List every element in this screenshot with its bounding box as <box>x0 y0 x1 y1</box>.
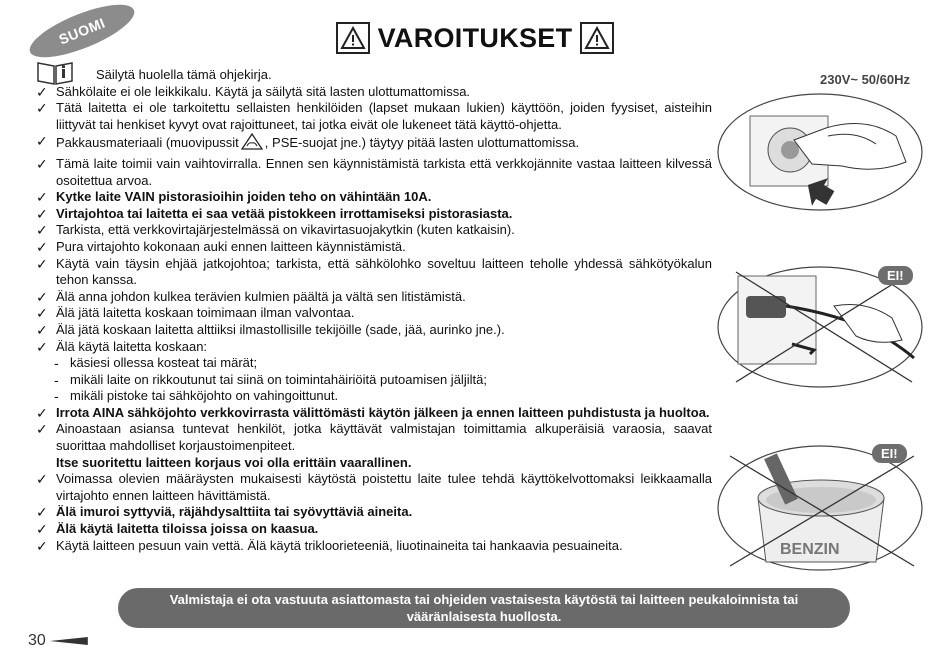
warning-item <box>36 67 712 84</box>
warning-item <box>36 84 712 101</box>
checkmark-icon: ✓ <box>36 305 48 322</box>
warning-item-text: Älä jätä laitetta koskaan toimimaan ilman valvontaa. <box>56 305 355 321</box>
warning-item <box>36 289 712 306</box>
dash-marker: - <box>54 355 59 372</box>
warning-item <box>36 538 712 555</box>
page-title-row <box>0 20 950 56</box>
warning-item-text: Tämä laite toimii vain vaihtovirralla. Ennen sen käynnistämistä tarkista että verkkojännite vastaa laitteen kilvessä osoitettua arvoa. <box>56 155 712 188</box>
checkmark-icon: ✓ <box>36 222 48 239</box>
checkmark-icon: ✓ <box>36 100 48 117</box>
warning-item <box>36 405 712 422</box>
checkmark-icon <box>36 67 96 84</box>
forbidden-tag: EI! <box>872 444 907 463</box>
warning-item-text: Kytke laite VAIN pistorasioihin joiden teho on vähintään 10A. <box>56 189 432 205</box>
warning-item-text: käsiesi ollessa kosteat tai märät; <box>70 355 258 371</box>
warning-item <box>36 421 712 454</box>
checkmark-icon: ✓ <box>36 521 48 538</box>
warning-item-text: Tarkista, että verkkovirtajärjestelmässä on vikavirtasuojakytkin (kuten katkaisin). <box>56 222 515 238</box>
warning-item-text: mikäli laite on rikkoutunut tai siinä on toimintahäiriöitä putoamisen jäljiltä; <box>70 371 487 387</box>
liability-note-text: Valmistaja ei ota vastuuta asiattomasta tai ohjeiden vastaisesta käytöstä tai laitteen peukaloinnista tai vääränlaisesta huollosta. <box>169 592 799 624</box>
warning-item-text: Ainoastaan asiansa tuntevat henkilöt, jotka käyttävät valmistajan toimittamia alkuperäisiä varaosia, saavat suorittaa mahdolliset korjaustoimenpiteet. <box>56 421 712 454</box>
checkmark-icon: ✓ <box>36 421 48 438</box>
checkmark-icon: ✓ <box>36 537 48 554</box>
warning-item <box>36 339 712 356</box>
warning-item <box>36 222 712 239</box>
warning-item <box>36 100 712 133</box>
warning-item-text: mikäli pistoke tai sähköjohto on vahingoittunut. <box>70 388 339 404</box>
warning-item-text: Käytä vain täysin ehjää jatkojohtoa; tarkista, että sähkölohko soveltuu laitteen teholle yhdessä sähkötyökalun tehon kanssa. <box>56 255 712 288</box>
checkmark-icon: ✓ <box>36 338 48 355</box>
plastic-bag-icon <box>241 133 263 156</box>
warning-item <box>36 256 712 289</box>
warning-item <box>36 206 712 223</box>
warning-list <box>36 67 712 554</box>
warning-item-text: Itse suoritettu laitteen korjaus voi olla erittäin vaarallinen. <box>56 454 412 470</box>
dash-marker: - <box>54 371 59 388</box>
warning-item-text: Irrota AINA sähköjohto verkkovirrasta välittömästi käytön jälkeen ja ennen laitteen puhdistusta ja huoltoa. <box>56 404 710 420</box>
warning-item-text: Säilytä huolella tämä ohjekirja. <box>96 67 272 82</box>
warning-item-text <box>56 133 712 156</box>
benzin-label: BENZIN <box>780 541 840 558</box>
warning-item <box>36 133 712 156</box>
checkmark-icon: ✓ <box>36 205 48 222</box>
voltage-label: 230V~ 50/60Hz <box>820 72 910 87</box>
checkmark-icon: ✓ <box>36 255 48 272</box>
checkmark-icon: ✓ <box>36 471 48 488</box>
warning-item-text: Sähkölaite ei ole leikkikalu. Käytä ja säilytä sitä lasten ulottumattomissa. <box>56 83 471 99</box>
plug-insertion-illustration <box>716 92 924 212</box>
checkmark-icon: ✓ <box>36 404 48 421</box>
checkmark-icon: ✓ <box>36 133 48 150</box>
warning-triangle-icon <box>336 22 370 54</box>
page-marker-icon <box>50 637 88 645</box>
warning-item-text: Voimassa olevien määräysten mukaisesti käytöstä poistettu laite tulee tehdä käyttökelvottomaksi leikkaamalla virtajohto ennen laitteen hävittämistä. <box>56 471 712 503</box>
warning-item-text: Älä anna johdon kulkea terävien kulmien päältä ja vältä sen litistämistä. <box>56 288 466 304</box>
checkmark-icon: ✓ <box>36 504 48 521</box>
checkmark-icon: ✓ <box>36 189 48 206</box>
forbidden-tag: EI! <box>878 266 913 285</box>
page-number <box>28 632 88 650</box>
warning-item-text: Älä käytä laitetta koskaan: <box>56 338 208 354</box>
checkmark-icon <box>36 455 56 472</box>
checkmark-icon: ✓ <box>36 288 48 305</box>
warning-item-text-part: , PSE-suojat jne.) täytyy pitää lasten ulottumattomissa. <box>264 135 580 151</box>
warning-item-text: Älä jätä koskaan laitetta alttiiksi ilmastollisille tekijöille (sade, jää, aurinko jne.). <box>56 321 505 337</box>
warning-item <box>36 455 712 472</box>
warning-item <box>36 305 712 322</box>
warning-item-text: Tätä laitetta ei ole tarkoitettu sellaisten henkilöiden (lapset mukaan lukien) käyttöön, joiden fyysiset, aisteihin liittyvät tai henkiset kyvyt ovat rajoittuneet, tai jotka eivät ole lukeneet tätä käyttö-ohjetta. <box>56 100 712 132</box>
checkmark-icon: ✓ <box>36 83 48 100</box>
warning-item <box>36 355 712 372</box>
warning-item <box>36 471 712 504</box>
liability-note <box>118 588 850 628</box>
warning-item <box>36 521 712 538</box>
warning-item-text: Älä käytä laitetta tiloissa joissa on kaasua. <box>56 521 319 537</box>
warning-item <box>36 322 712 339</box>
warning-item <box>36 504 712 521</box>
warning-item <box>36 156 712 189</box>
checkmark-icon: ✓ <box>36 155 48 172</box>
checkmark-icon: ✓ <box>36 238 48 255</box>
warning-item <box>36 189 712 206</box>
page-title: VAROITUKSET <box>377 22 573 53</box>
warning-item <box>36 239 712 256</box>
warning-item-text: Pura virtajohto kokonaan auki ennen laitteen käynnistämistä. <box>56 238 406 254</box>
warning-item-text: Älä imuroi syttyviä, räjähdysalttiita tai syövyttäviä aineita. <box>56 504 413 520</box>
dash-marker: - <box>54 388 59 405</box>
warning-triangle-icon <box>580 22 614 54</box>
warning-item-text: Käytä laitteen pesuun vain vettä. Älä käytä trikloorieteeniä, liuotinaineita tai hankaavia pesuaineita. <box>56 537 623 553</box>
warning-item-text-part: Pakkausmateriaali (muovipussit <box>56 135 239 151</box>
page-number-label: 30 <box>28 632 46 649</box>
warning-item <box>36 388 712 405</box>
language-badge-label: SUOMI <box>56 14 108 48</box>
warning-item-text: Virtajohtoa tai laitetta ei saa vetää pistokkeen irrottamiseksi pistorasiasta. <box>56 205 513 221</box>
warning-item <box>36 372 712 389</box>
checkmark-icon: ✓ <box>36 321 48 338</box>
